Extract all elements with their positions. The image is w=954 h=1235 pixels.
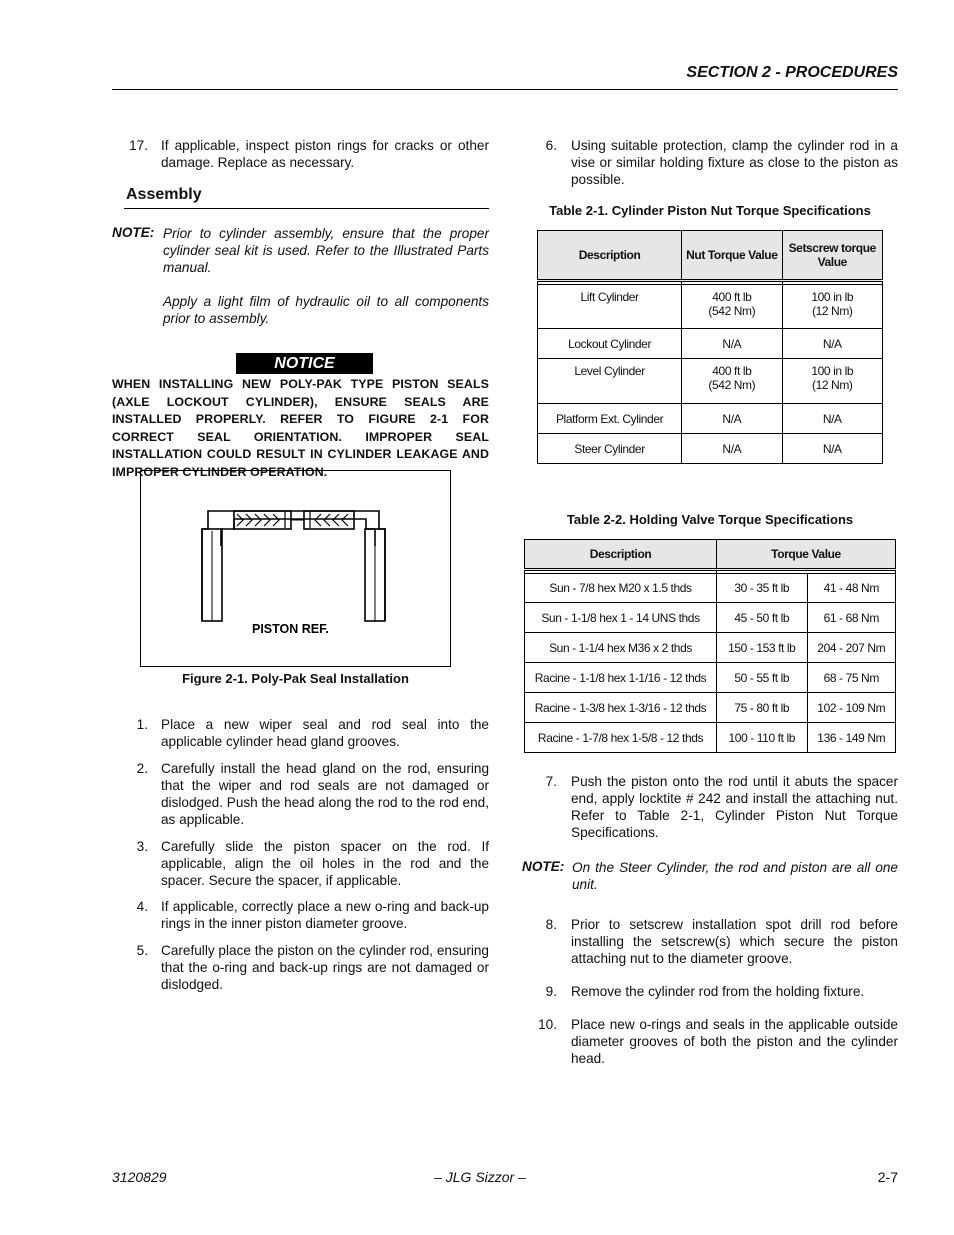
table-2-2 [524, 539, 896, 753]
table-cell: 204 - 207 Nm [807, 633, 896, 663]
step-number: 9. [545, 984, 557, 999]
notice-label: NOTICE [236, 353, 373, 374]
table-row [525, 603, 896, 633]
table-row [525, 723, 896, 753]
table-header: Description [538, 231, 682, 281]
table-cell: 41 - 48 Nm [807, 574, 896, 603]
step-number: 17. [129, 138, 148, 153]
step-number: 4. [136, 899, 148, 914]
table-2-2-caption: Table 2-2. Holding Valve Torque Specifications [566, 512, 854, 527]
table-cell: N/A [682, 404, 782, 434]
notice-text: WHEN INSTALLING NEW POLY-PAK TYPE PISTON SEALS (AXLE LOCKOUT CYLINDER), ENSURE SEALS ARE INSTALLED PROPERLY. REFER TO FIGURE 2-1 FOR CORRECT SEAL ORIENTATION. IMPROPER SEAL INSTALLATION COULD RESULT IN CYLINDER LEAKAGE AND IMPROPER CYLINDER OPERATION. [112, 377, 489, 479]
footer-title: – JLG Sizzor – [434, 1169, 526, 1185]
table-cell: Steer Cylinder [538, 434, 682, 464]
table-header: Torque Value [717, 540, 896, 570]
note-text-1: Prior to cylinder assembly, ensure that the proper cylinder seal kit is used. Refer to the Illustrated Parts manual. [163, 226, 489, 275]
page-number: 2-7 [877, 1169, 898, 1185]
table-header: Description [525, 540, 717, 570]
table-cell: Level Cylinder [538, 359, 682, 404]
step-number: 8. [545, 917, 557, 932]
table-cell: 30 - 35 ft lb [717, 574, 807, 603]
step-number: 5. [136, 943, 148, 958]
step-number: 6. [545, 138, 557, 153]
assembly-heading: Assembly [126, 186, 202, 203]
table-header: Setscrew torque Value [782, 231, 883, 281]
table-cell: 50 - 55 ft lb [717, 663, 807, 693]
doc-number: 3120829 [112, 1169, 167, 1185]
figure-2-1 [140, 470, 451, 667]
table-cell: 150 - 153 ft lb [717, 633, 807, 663]
step-number: 3. [136, 839, 148, 854]
assembly-rule [124, 208, 489, 209]
table-row [525, 574, 896, 603]
table-cell: 45 - 50 ft lb [717, 603, 807, 633]
piston-ref-label: PISTON REF. [252, 622, 329, 636]
step-text: Carefully slide the piston spacer on the rod. If applicable, align the oil holes in the rod and the spacer. Secure the spacer, if applicable. [161, 839, 489, 888]
table-row [525, 663, 896, 693]
table-2-1 [537, 230, 883, 464]
step-number: 1. [136, 717, 148, 732]
table-cell: Racine - 1-7/8 hex 1-5/8 - 12 thds [525, 723, 717, 753]
table-cell: N/A [782, 329, 883, 359]
figure-caption: Figure 2-1. Poly-Pak Seal Installation [182, 671, 409, 686]
note-label: NOTE: [522, 859, 565, 874]
step-text: Prior to setscrew installation spot drill rod before installing the setscrew(s) which secure the piston attaching nut to the diameter groove. [571, 917, 898, 966]
table-cell: Sun - 1-1/4 hex M36 x 2 thds [525, 633, 717, 663]
table-row [538, 404, 883, 434]
note-label: NOTE: [112, 225, 155, 240]
step-text: Using suitable protection, clamp the cylinder rod in a vise or similar holding fixture as close to the piston as possible. [571, 138, 898, 187]
table-cell: 102 - 109 Nm [807, 693, 896, 723]
table-cell: N/A [782, 434, 883, 464]
table-row [538, 359, 883, 404]
table-cell: Sun - 7/8 hex M20 x 1.5 thds [525, 574, 717, 603]
table-cell: 100 - 110 ft lb [717, 723, 807, 753]
table-row [525, 633, 896, 663]
table-cell: N/A [782, 404, 883, 434]
table-row [538, 285, 883, 329]
step-text: Place a new wiper seal and rod seal into the applicable cylinder head gland grooves. [161, 717, 489, 749]
table-cell: Lift Cylinder [538, 285, 682, 329]
step-text: If applicable, correctly place a new o-ring and back-up rings in the inner piston diameter groove. [161, 899, 489, 931]
table-cell: 75 - 80 ft lb [717, 693, 807, 723]
table-row [538, 329, 883, 359]
step-text: Remove the cylinder rod from the holding fixture. [571, 984, 865, 999]
poly-pak-seal-diagram [141, 471, 452, 668]
note-text-2: Apply a light film of hydraulic oil to all components prior to assembly. [163, 294, 489, 326]
section-header: SECTION 2 - PROCEDURES [686, 64, 898, 81]
table-header: Nut Torque Value [682, 231, 782, 281]
table-cell: 136 - 149 Nm [807, 723, 896, 753]
step-number: 10. [538, 1017, 557, 1032]
table-cell: 61 - 68 Nm [807, 603, 896, 633]
step-number: 7. [545, 774, 557, 789]
table-2-1-caption: Table 2-1. Cylinder Piston Nut Torque Specifications [549, 203, 871, 218]
step-text: Push the piston onto the rod until it abuts the spacer end, apply locktite # 242 and install the attaching nut. Refer to Table 2-1, Cylinder Piston Nut Torque Specifications. [571, 774, 898, 840]
step-text: If applicable, inspect piston rings for cracks or other damage. Replace as necessary. [161, 138, 489, 170]
table-cell: N/A [682, 434, 782, 464]
table-cell: 400 ft lb (542 Nm) [682, 285, 782, 329]
step-text: Carefully install the head gland on the rod, ensuring that the wiper and rod seals are not damaged or dislodged. Push the head along the rod to the rod end, as applicable. [161, 761, 490, 827]
table-cell: 100 in lb (12 Nm) [782, 285, 883, 329]
table-row [525, 693, 896, 723]
table-row [538, 434, 883, 464]
note-text: On the Steer Cylinder, the rod and piston are all one unit. [572, 860, 898, 892]
step-number: 2. [136, 761, 148, 776]
table-cell: Sun - 1-1/8 hex 1 - 14 UNS thds [525, 603, 717, 633]
table-cell: Racine - 1-1/8 hex 1-1/16 - 12 thds [525, 663, 717, 693]
table-cell: 68 - 75 Nm [807, 663, 896, 693]
table-cell: Platform Ext. Cylinder [538, 404, 682, 434]
table-cell: Racine - 1-3/8 hex 1-3/16 - 12 thds [525, 693, 717, 723]
table-cell: N/A [682, 329, 782, 359]
header-rule [112, 89, 898, 90]
table-cell: 100 in lb (12 Nm) [782, 359, 883, 404]
table-cell: Lockout Cylinder [538, 329, 682, 359]
table-cell: 400 ft lb (542 Nm) [682, 359, 782, 404]
step-text: Place new o-rings and seals in the applicable outside diameter grooves of both the piston and the cylinder head. [571, 1017, 898, 1066]
step-text: Carefully place the piston on the cylinder rod, ensuring that the o-ring and back-up rings are not damaged or dislodged. [161, 943, 489, 992]
